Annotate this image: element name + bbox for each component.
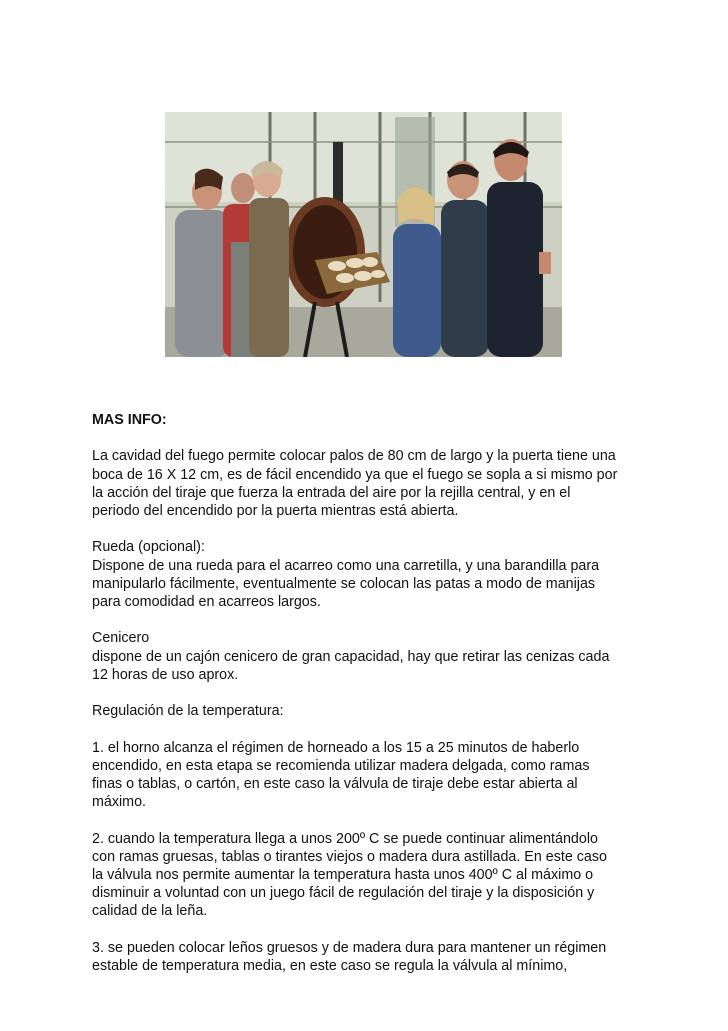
group-photo	[165, 112, 562, 357]
text-line: la válvula nos permite aumentar la temperatura hasta unos 400º C al máximo o	[92, 866, 594, 883]
paragraph-temperature-title	[92, 702, 652, 720]
paragraph-step-3	[92, 939, 652, 975]
text-line: 3. se pueden colocar leños gruesos y de madera dura para mantener un régimen	[92, 939, 607, 956]
paragraph-wheel	[92, 538, 652, 611]
text-line: finas o tablas, o cartón, en este caso la válvula de tiraje debe estar abierta al	[92, 775, 578, 792]
text-line: con ramas gruesas, tablas o tirantes viejos o madera dura astillada. En este caso	[92, 848, 607, 865]
text-line: calidad de la leña.	[92, 903, 208, 920]
text-line: 2. cuando la temperatura llega a unos 200º C se puede continuar alimentándolo	[92, 830, 598, 847]
group-photo-oven-icon	[165, 112, 562, 357]
paragraph-step-1	[92, 739, 652, 812]
text-line: Regulación de la temperatura:	[92, 703, 284, 720]
text-line: Cenicero	[92, 630, 150, 647]
text-line: la acción del tiraje que fuerza la entrada del aire por la rejilla central, y en el	[92, 484, 571, 501]
text-line: dispone de un cajón cenicero de gran capacidad, hay que retirar las cenizas cada	[92, 648, 610, 665]
text-line: disminuir a voluntad con un juego fácil de regulación del tiraje y la disposición y	[92, 885, 595, 902]
text-line: Rueda (opcional):	[92, 539, 205, 556]
text-line: 12 horas de uso aprox.	[92, 666, 239, 683]
paragraph-step-2	[92, 830, 652, 921]
text-line: periodo del encendido por la puerta mientras está abierta.	[92, 503, 459, 519]
paragraph-fire-cavity	[92, 447, 652, 520]
text-line: manipularlo fácilmente, eventualmente se colocan las patas a modo de manijas	[92, 575, 596, 592]
text-line: estable de temperatura media, en este caso se regula la válvula al mínimo,	[92, 957, 568, 974]
text-line: máximo.	[92, 794, 147, 811]
text-line: Dispone de una rueda para el acarreo como una carretilla, y una barandilla para	[92, 557, 600, 574]
paragraph-ash-tray	[92, 629, 652, 684]
section-heading: MAS INFO:	[92, 412, 167, 428]
text-line: 1. el horno alcanza el régimen de horneado a los 15 a 25 minutos de haberlo	[92, 739, 580, 756]
text-line: para comodidad en acarreos largos.	[92, 594, 321, 610]
text-line: encendido, en esta etapa se recomienda utilizar madera delgada, como ramas	[92, 757, 590, 774]
text-line: La cavidad del fuego permite colocar palos de 80 cm de largo y la puerta tiene una	[92, 448, 616, 465]
document-body	[92, 411, 652, 993]
text-line: boca de 16 X 12 cm, es de fácil encendido ya que el fuego se sopla a si mismo por	[92, 466, 618, 483]
